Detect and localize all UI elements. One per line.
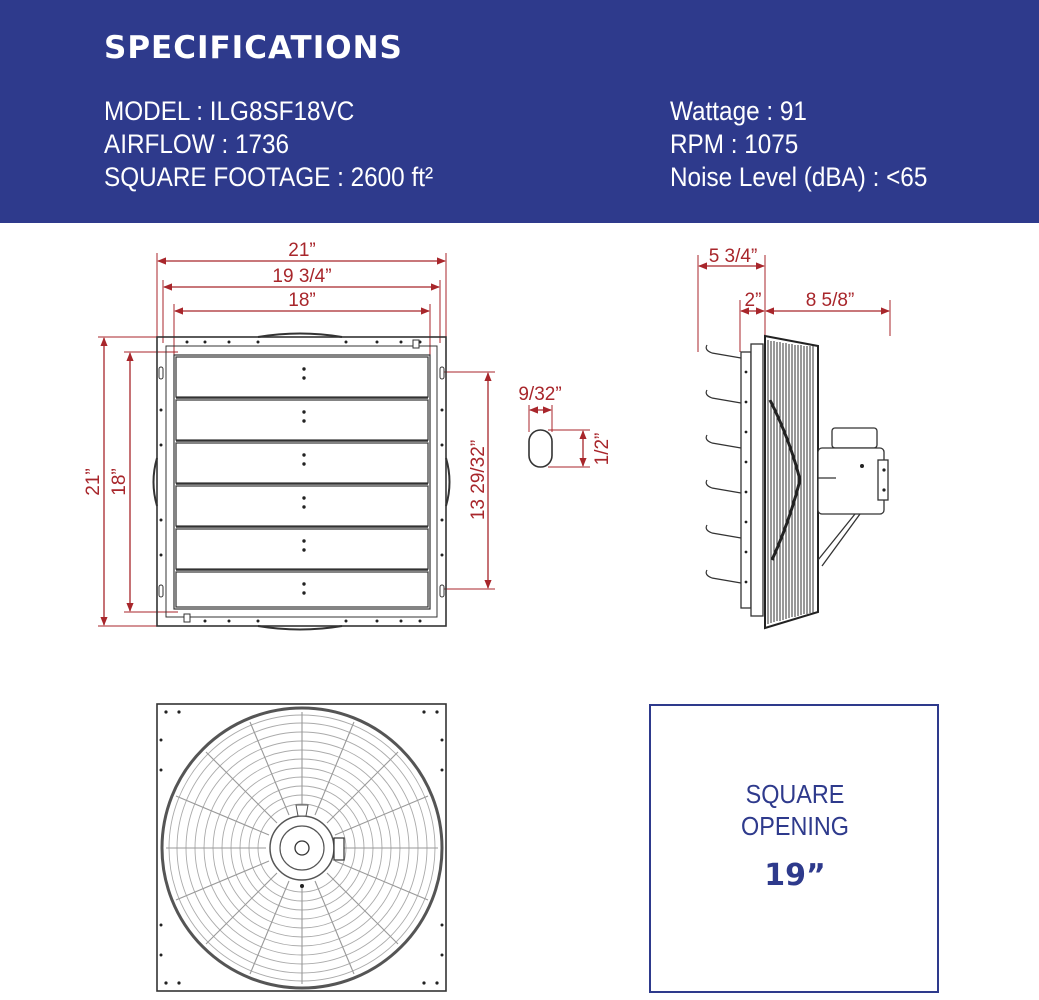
spec-value: 2600 ft² xyxy=(350,162,434,192)
slot-shape xyxy=(529,430,552,467)
dim-total-depth: 5 3/4” xyxy=(708,246,758,267)
square-opening-box xyxy=(650,705,938,992)
slot-detail-drawing xyxy=(518,384,613,467)
header-title: SPECIFICATIONS xyxy=(104,30,403,66)
spec-label: SQUARE FOOTAGE : xyxy=(104,162,351,192)
spec-value: <65 xyxy=(886,162,928,192)
dim-width-outer: 21” xyxy=(288,240,316,261)
opening-line-2: OPENING xyxy=(741,811,849,841)
spec-value: 1736 xyxy=(234,129,290,159)
opening-size: 19” xyxy=(764,858,826,893)
dim-frame-depth: 2” xyxy=(744,290,762,311)
dim-hole-spacing: 13 29/32” xyxy=(468,439,489,521)
dim-guard-depth: 8 5/8” xyxy=(805,290,855,311)
spec-label: RPM : xyxy=(670,129,744,159)
dim-width-mid: 19 3/4” xyxy=(272,266,332,287)
spec-value: 91 xyxy=(779,96,807,126)
square-opening-label xyxy=(665,778,926,842)
side-view-drawing xyxy=(698,246,890,628)
dim-width-inner: 18” xyxy=(288,290,316,311)
spec-label: Wattage : xyxy=(670,96,780,126)
spec-value: 1075 xyxy=(744,129,799,159)
opening-line-1: SQUARE xyxy=(745,779,845,809)
spec-value: ILG8SF18VC xyxy=(209,96,355,126)
spec-label: AIRFLOW : xyxy=(104,129,235,159)
dim-slot-width: 9/32” xyxy=(518,384,562,405)
spec-label: Noise Level (dBA) : xyxy=(670,162,886,192)
spec-label: MODEL : xyxy=(104,96,210,126)
dim-height-inner: 18” xyxy=(109,468,130,496)
front-view-drawing xyxy=(83,240,495,630)
back-view-drawing xyxy=(157,704,446,991)
dim-height-outer: 21” xyxy=(83,468,104,496)
dim-slot-height: 1/2” xyxy=(592,432,613,466)
